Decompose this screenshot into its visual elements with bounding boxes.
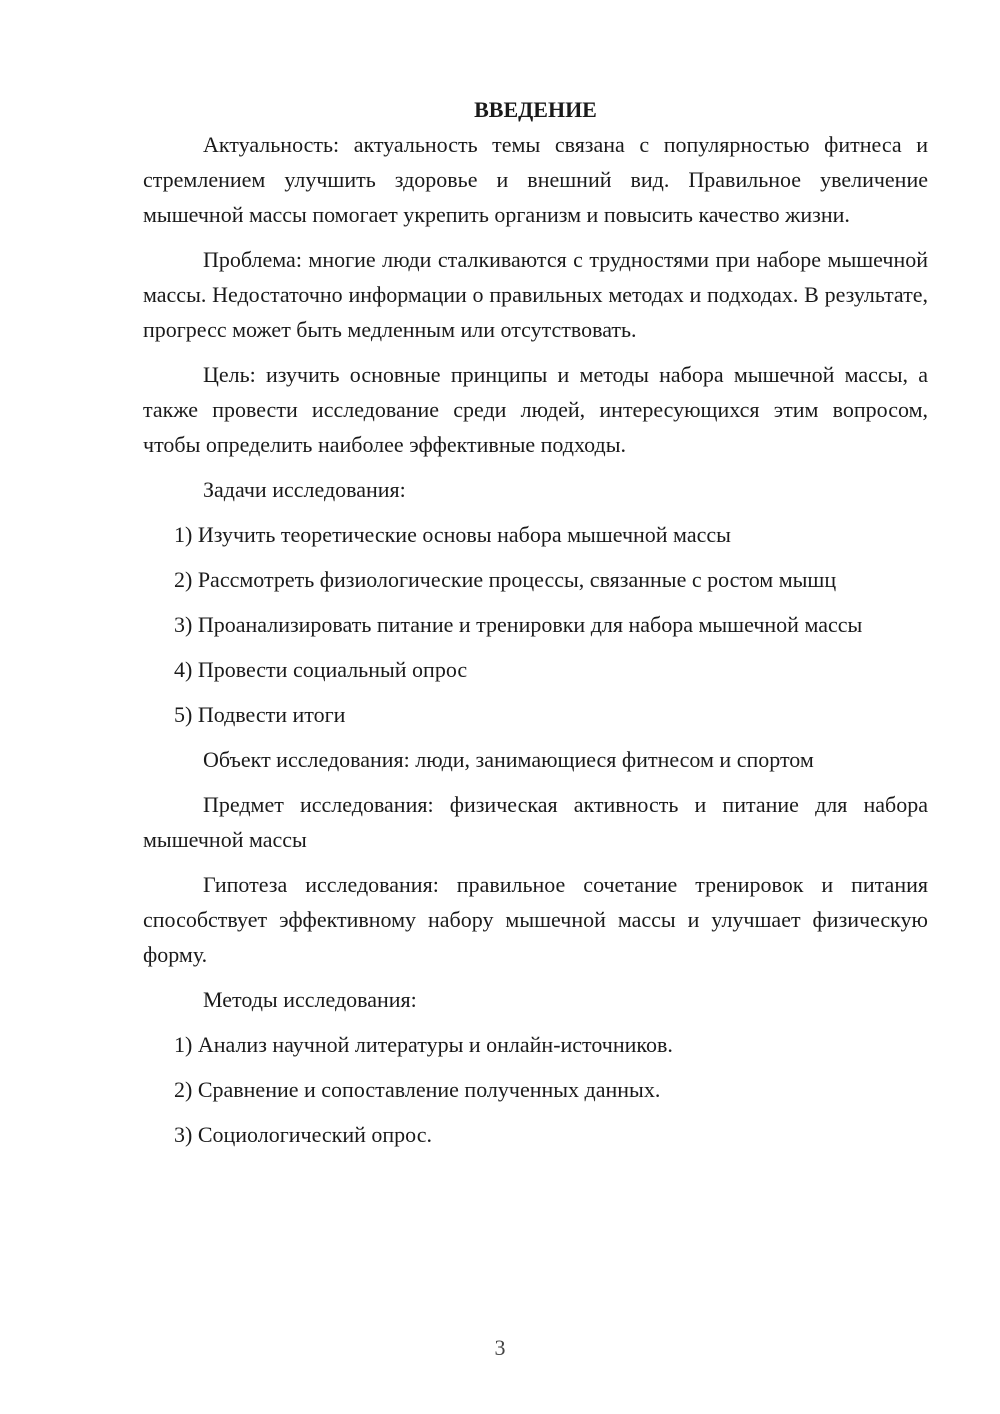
methods-title: Методы исследования: [203, 987, 417, 1012]
problem-paragraph: Проблема: многие люди сталкиваются с трудностями при наборе мышечной массы. Недостаточно информации о правильных методах и подходах. В результате, прогресс может быть медленным или отсутствовать. [143, 247, 928, 342]
document-page [143, 92, 928, 1162]
task-item-4: 4) Провести социальный опрос [174, 657, 468, 682]
task-item-3: 3) Проанализировать питание и тренировки для набора мышечной массы [174, 612, 863, 637]
goal-paragraph: Цель: изучить основные принципы и методы набора мышечной массы, а также провести исследование среди людей, интересующихся этим вопросом, чтобы определить наиболее эффективные подходы. [143, 362, 928, 457]
task-item-1: 1) Изучить теоретические основы набора мышечной массы [174, 522, 731, 547]
section-heading: ВВЕДЕНИЕ [474, 97, 597, 122]
relevance-paragraph: Актуальность: актуальность темы связана с популярностью фитнеса и стремлением улучшить здоровье и внешний вид. Правильное увеличение мышечной массы помогает укрепить организм и повысить качество жизни. [143, 132, 928, 227]
hypothesis-paragraph: Гипотеза исследования: правильное сочетание тренировок и питания способствует эффективному набору мышечной массы и улучшает физическую форму. [143, 872, 928, 967]
subject-paragraph: Предмет исследования: физическая активность и питание для набора мышечной массы [143, 792, 928, 852]
tasks-title: Задачи исследования: [203, 477, 406, 502]
method-item-2: 2) Сравнение и сопоставление полученных данных. [174, 1077, 661, 1102]
page-number: 3 [494, 1335, 506, 1360]
method-item-3: 3) Социологический опрос. [174, 1122, 432, 1147]
task-item-5: 5) Подвести итоги [174, 702, 346, 727]
method-item-1: 1) Анализ научной литературы и онлайн-источников. [174, 1032, 673, 1057]
task-item-2: 2) Рассмотреть физиологические процессы, связанные с ростом мышц [174, 567, 837, 592]
object-paragraph: Объект исследования: люди, занимающиеся фитнесом и спортом [203, 747, 814, 772]
